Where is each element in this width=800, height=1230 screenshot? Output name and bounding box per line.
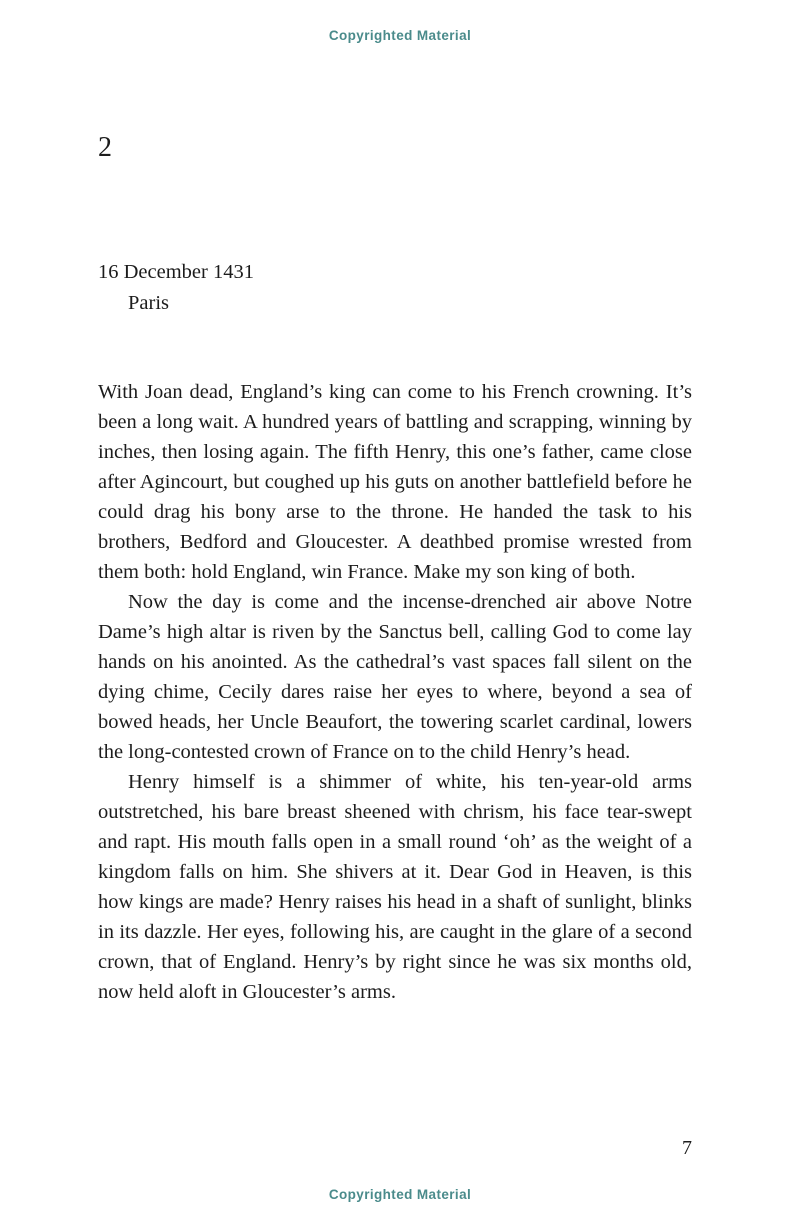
copyright-notice-top: Copyrighted Material [328, 28, 472, 43]
dateline [98, 257, 692, 319]
paragraph: Henry himself is a shimmer of white, his ten-year-old arms outstretched, his bare breast sheened with chrism, his face tear-swept and rapt. His mouth falls open in a small round ‘oh’ as the weight of a kingdom falls on him. She shivers at it. Dear God in Heaven, is this how kings are made? Henry raises his head in a shaft of sunlight, blinks in its dazzle. Her eyes, following his, are caught in the glare of a second crown, that of England. Henry’s by right since he was six months old, now held aloft in Gloucester’s arms. [98, 771, 692, 1003]
dateline-date: 16 December 1431 [98, 261, 254, 283]
body-text [98, 377, 692, 1007]
copyright-notice-bottom: Copyrighted Material [328, 1187, 472, 1202]
paragraph: Now the day is come and the incense-drenched air above Notre Dame’s high altar is riven by the Sanctus bell, calling God to come lay hands on his anointed. As the cathedral’s vast spaces fall silent on the dying chime, Cecily dares raise her eyes to where, beyond a sea of bowed heads, her Uncle Beaufort, the towering scarlet cardinal, lowers the long-contested crown of France on to the child Henry’s head. [98, 591, 692, 763]
dateline-place: Paris [128, 292, 169, 314]
page-number: 7 [682, 1137, 692, 1159]
paragraph: With Joan dead, England’s king can come to his French crowning. It’s been a long wait. A hundred years of battling and scrapping, winning by inches, then losing again. The fifth Henry, this one’s father, came close after Agincourt, but coughed up his guts on another battlefield before he could drag his bony arse to the throne. He handed the task to his brothers, Bedford and Gloucester. A deathbed promise wrested from them both: hold England, win France. Make my son king of both. [98, 381, 692, 583]
chapter-number: 2 [98, 132, 112, 163]
